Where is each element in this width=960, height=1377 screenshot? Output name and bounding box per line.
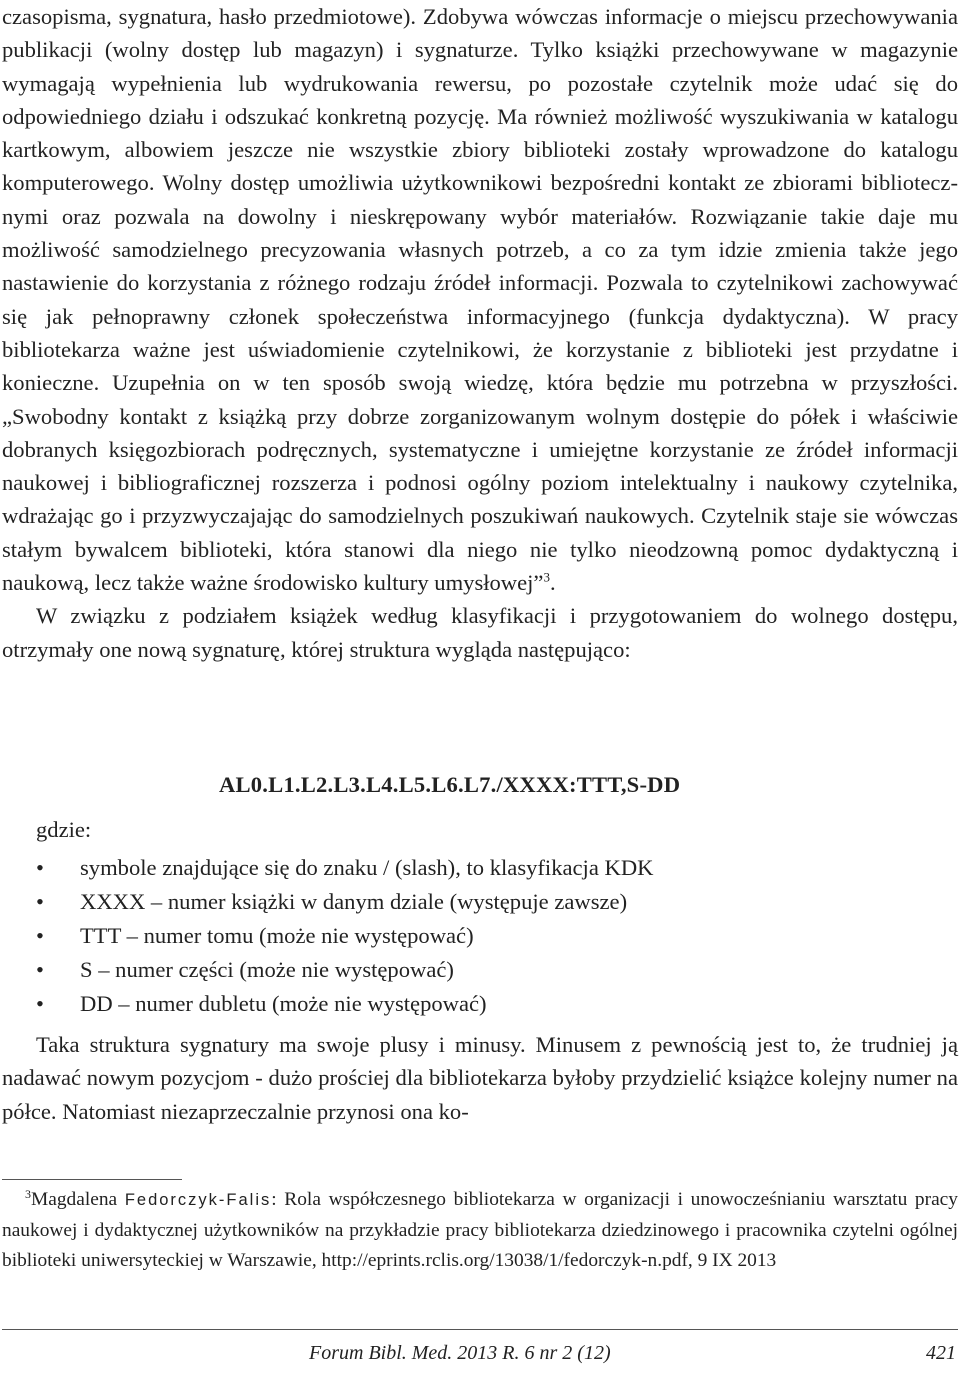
footnote-reference: 3: [543, 569, 550, 585]
list-item-text: S – numer części (może nie występować): [80, 957, 454, 982]
signature-formula: AL0.L1.L2.L3.L4.L5.L6.L7./XXXX:TTT,S-DD: [219, 772, 681, 797]
list-item-text: DD – numer dubletu (może nie występować): [80, 991, 487, 1016]
footnote-text: : Rola współczesnego bibliotekarza w organizacji i unowocześnianiu warsztatu pracy naukowej i dydaktycznej użytkowników na przykładzie pracy bibliotekarza dziedzinowego i pracownika czytelni ogólnej biblioteki uniwersyteckiej w Warszawie, http://eprints.rclis.org/13038/1/fedorczyk-n.pdf, 9 IX 2013: [2, 1189, 958, 1271]
list-item: [0, 885, 653, 919]
page-number: 421: [926, 1342, 956, 1364]
list-item-text: XXXX – numer książki w danym dziale (występuje zawsze): [80, 889, 628, 914]
bullet-icon: •: [36, 923, 44, 948]
paragraph-2: W związku z podziałem książek według klasyfikacji i przygotowaniem do wolnego dostępu, otrzymały one nową sygnaturę, której struktura wygląda następująco:: [2, 603, 958, 662]
list-item: [0, 953, 653, 987]
footnote: [2, 1185, 958, 1277]
footnote-author-first: Magdalena: [31, 1189, 118, 1210]
paragraph-1-text: czasopisma, sygnatura, hasło przedmiotowe). Zdobywa wówczas informacje o miejscu przechowywania publikacji (wolny dostęp lub magazyn) i sygnaturze. Tylko książki przechowywane w magazynie wymagają wypełnienia lub wydrukowania rewersu, po pozostałe czytelnik może udać się do odpowiedniego działu i odszukać konkretną pozycję. Ma również możliwość wyszukiwania w katalogu kartkowym, albowiem jeszcze nie wszystkie zbiory biblioteki zostały wprowadzone do katalogu komputerowego. Wolny dostęp umożliwia użytkownikowi bezpośredni kontakt ze zbiorami bibliotecznymi oraz pozwala na dowolny i nieskrępowany wybór materiałów. Rozwiązanie takie daje mu możliwość samodzielnego precyzowania własnych potrzeb, a co za tym idzie zmienia także jego nastawienie do korzystania z różnego rodzaju źródeł informacji. Pozwala to czytelnikowi zachowywać się jak pełnoprawny członek społeczeństwa informacyjnego (funkcja dydaktyczna). W pracy bibliotekarza ważne jest uświadomienie czytelnikowi, że korzystanie z biblioteki jest przydatne i konieczne. Uzupełnia on w ten sposób swoją wiedzę, która będzie mu potrzebna w przyszłości. „Swobodny kontakt z książką przy dobrze zorganizowanym wolnym dostępie do półek i właściwie dobranych księgozbiorach podręcznych, systematyczne i umiejętne korzystanie ze źródeł informacji naukowej i bibliograficznej rozszerza i podnosi ogólny poziom intelektualny i naukowy czytelnika, wdrażając go i przyzwyczajając do samodzielnych poszukiwań naukowych. Czytelnik staje sie wówczas stałym bywalcem biblioteki, która stanowi dla niego nie tylko nieodzowną pomoc dydaktyczną i naukową, lecz także ważne środowisko kultury umysłowej”: [2, 4, 958, 596]
bullet-icon: •: [36, 855, 44, 880]
list-item-text: TTT – numer tomu (może nie występować): [80, 923, 474, 948]
footnote-author-last: Fedorczyk-Falis: [124, 1191, 272, 1209]
bullet-icon: •: [36, 889, 44, 914]
signature-parts-list: [0, 851, 653, 1021]
list-item: [0, 987, 653, 1021]
list-item: [0, 919, 653, 953]
list-item-text: symbole znajdujące się do znaku / (slash), to klasyfikacja KDK: [80, 855, 654, 880]
gdzie-label: gdzie:: [36, 817, 92, 842]
main-text-block: [2, 0, 958, 666]
paragraph-3: Taka struktura sygnatury ma swoje plusy i minusy. Minusem z pewnością jest to, że trudniej ją nadawać nowym pozycjom - dużo prościej dla bibliotekarza byłoby przydzielić książce kolejny numer na półce. Natomiast niezaprzeczalnie przynosi ona ko-: [2, 1032, 958, 1124]
footnote-divider: [2, 1179, 182, 1180]
footnote-number: 3: [25, 1186, 31, 1201]
paragraph-1: [2, 0, 958, 599]
footer-divider: [2, 1329, 958, 1330]
footer-journal: Forum Bibl. Med. 2013 R. 6 nr 2 (12): [309, 1342, 611, 1364]
bullet-icon: •: [36, 957, 44, 982]
bullet-icon: •: [36, 991, 44, 1016]
list-item: [0, 851, 653, 885]
paragraph-1-end: .: [549, 570, 556, 596]
